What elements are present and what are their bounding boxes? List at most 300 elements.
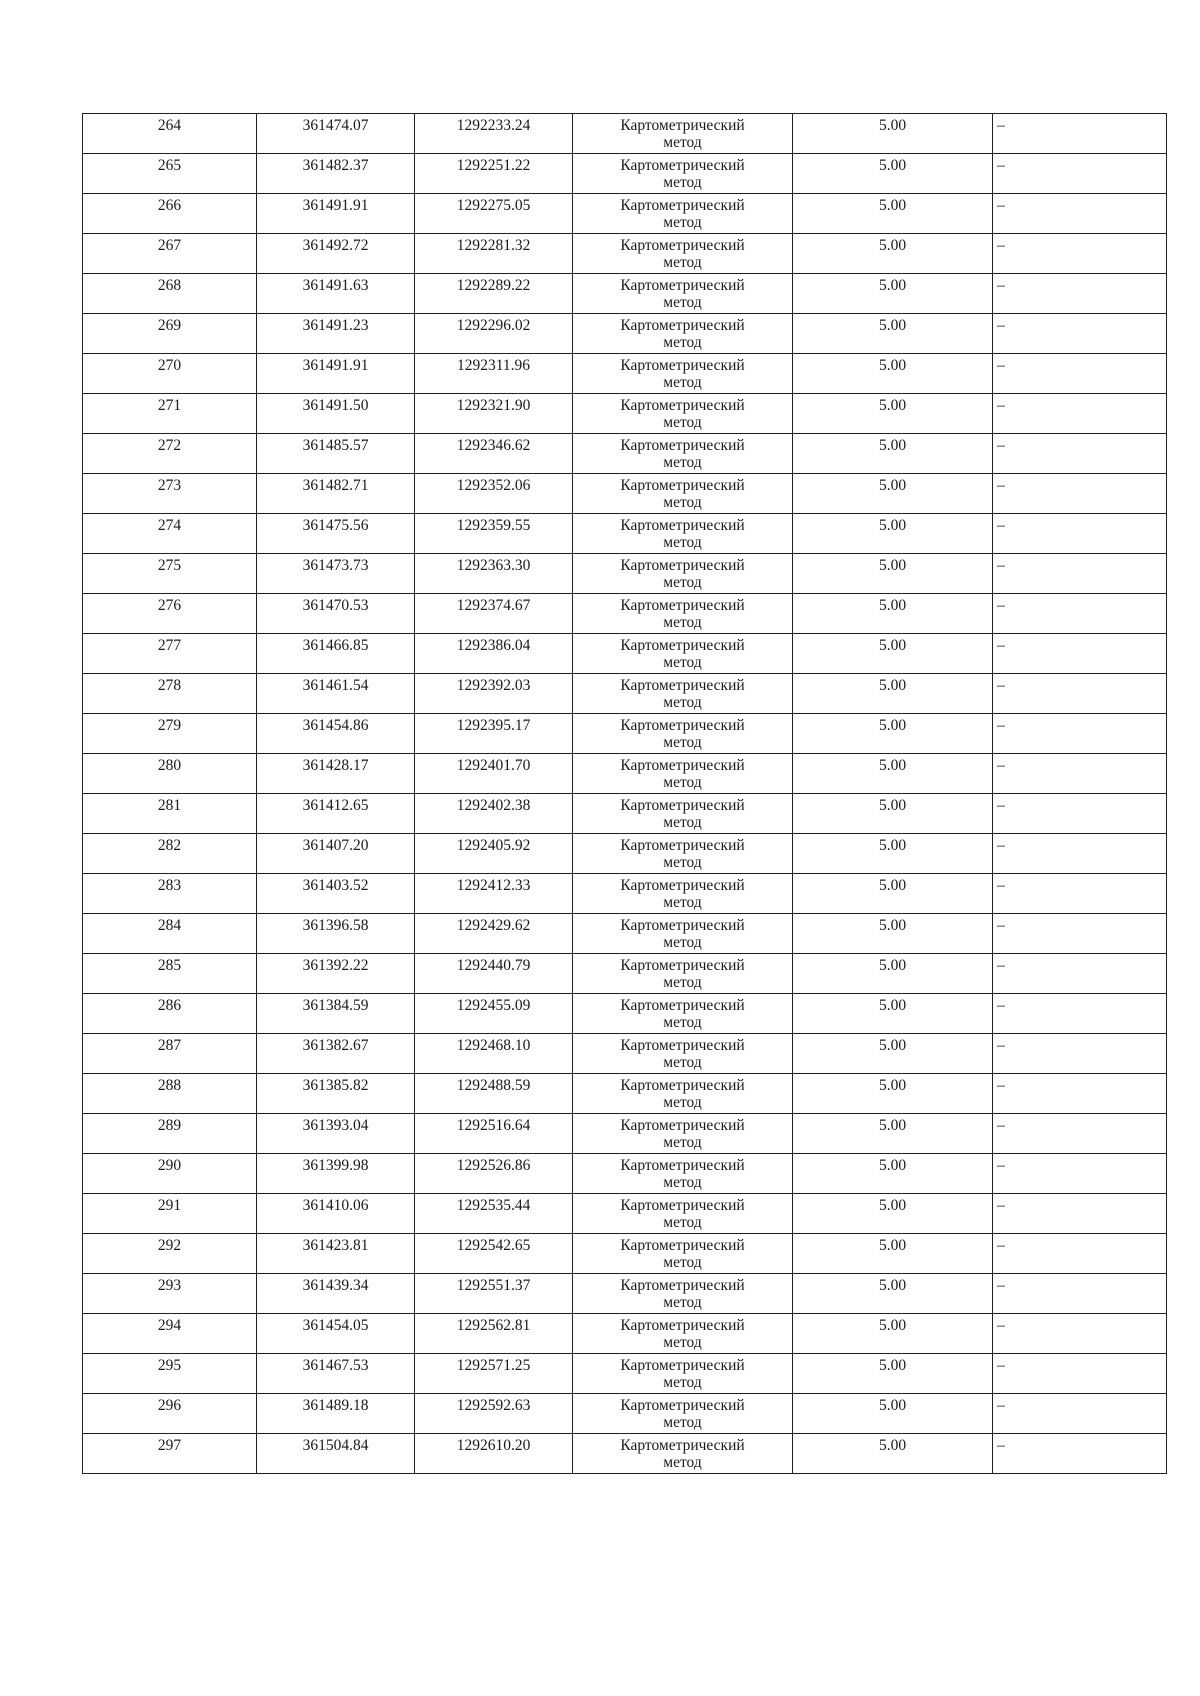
description-cell: – bbox=[993, 1194, 1167, 1234]
table-row bbox=[83, 234, 1167, 274]
description-cell: – bbox=[993, 154, 1167, 194]
method-line: метод bbox=[663, 174, 702, 191]
point-number-cell: 285 bbox=[83, 954, 257, 994]
method-line: Картометрический bbox=[620, 757, 745, 774]
point-number-cell: 265 bbox=[83, 154, 257, 194]
description-cell: – bbox=[993, 234, 1167, 274]
point-number-cell: 269 bbox=[83, 314, 257, 354]
description-cell: – bbox=[993, 1154, 1167, 1194]
coordinate-y-cell: 1292610.20 bbox=[415, 1434, 573, 1474]
accuracy-cell: 5.00 bbox=[793, 514, 993, 554]
coordinate-y-cell: 1292395.17 bbox=[415, 714, 573, 754]
description-cell: – bbox=[993, 114, 1167, 154]
coordinate-x-cell: 361492.72 bbox=[257, 234, 415, 274]
accuracy-cell: 5.00 bbox=[793, 1114, 993, 1154]
coordinate-x-cell: 361470.53 bbox=[257, 594, 415, 634]
point-number-cell: 271 bbox=[83, 394, 257, 434]
description-cell: – bbox=[993, 714, 1167, 754]
table-row bbox=[83, 954, 1167, 994]
description-cell: – bbox=[993, 434, 1167, 474]
table-row bbox=[83, 1314, 1167, 1354]
coordinate-y-cell: 1292321.90 bbox=[415, 394, 573, 434]
accuracy-cell: 5.00 bbox=[793, 914, 993, 954]
accuracy-cell: 5.00 bbox=[793, 1314, 993, 1354]
point-number-cell: 294 bbox=[83, 1314, 257, 1354]
coordinate-y-cell: 1292535.44 bbox=[415, 1194, 573, 1234]
point-number-cell: 280 bbox=[83, 754, 257, 794]
coordinate-x-cell: 361482.71 bbox=[257, 474, 415, 514]
accuracy-cell: 5.00 bbox=[793, 194, 993, 234]
description-cell: – bbox=[993, 194, 1167, 234]
coordinate-y-cell: 1292592.63 bbox=[415, 1394, 573, 1434]
coordinate-y-cell: 1292571.25 bbox=[415, 1354, 573, 1394]
coordinate-x-cell: 361399.98 bbox=[257, 1154, 415, 1194]
coordinate-y-cell: 1292289.22 bbox=[415, 274, 573, 314]
table-row bbox=[83, 1194, 1167, 1234]
coordinate-x-cell: 361428.17 bbox=[257, 754, 415, 794]
accuracy-cell: 5.00 bbox=[793, 1194, 993, 1234]
method-cell bbox=[573, 954, 793, 994]
method-line: Картометрический bbox=[620, 637, 745, 654]
point-number-cell: 266 bbox=[83, 194, 257, 234]
accuracy-cell: 5.00 bbox=[793, 1074, 993, 1114]
method-line: метод bbox=[663, 974, 702, 991]
description-cell: – bbox=[993, 1434, 1167, 1474]
table-row bbox=[83, 1034, 1167, 1074]
method-cell bbox=[573, 394, 793, 434]
method-line: Картометрический bbox=[620, 117, 745, 134]
coordinate-y-cell: 1292233.24 bbox=[415, 114, 573, 154]
point-number-cell: 295 bbox=[83, 1354, 257, 1394]
method-cell bbox=[573, 434, 793, 474]
table-row bbox=[83, 114, 1167, 154]
point-number-cell: 296 bbox=[83, 1394, 257, 1434]
accuracy-cell: 5.00 bbox=[793, 994, 993, 1034]
method-line: Картометрический bbox=[620, 877, 745, 894]
coordinates-table-body bbox=[83, 114, 1167, 1474]
accuracy-cell: 5.00 bbox=[793, 834, 993, 874]
method-cell bbox=[573, 674, 793, 714]
point-number-cell: 272 bbox=[83, 434, 257, 474]
coordinate-x-cell: 361392.22 bbox=[257, 954, 415, 994]
method-line: метод bbox=[663, 894, 702, 911]
table-row bbox=[83, 394, 1167, 434]
table-row bbox=[83, 1234, 1167, 1274]
method-line: Картометрический bbox=[620, 157, 745, 174]
method-cell bbox=[573, 1354, 793, 1394]
accuracy-cell: 5.00 bbox=[793, 594, 993, 634]
method-line: метод bbox=[663, 1054, 702, 1071]
description-cell: – bbox=[993, 514, 1167, 554]
method-line: Картометрический bbox=[620, 677, 745, 694]
method-line: метод bbox=[663, 494, 702, 511]
method-cell bbox=[573, 794, 793, 834]
description-cell: – bbox=[993, 794, 1167, 834]
method-line: метод bbox=[663, 1414, 702, 1431]
method-line: метод bbox=[663, 374, 702, 391]
table-row bbox=[83, 874, 1167, 914]
accuracy-cell: 5.00 bbox=[793, 354, 993, 394]
method-line: Картометрический bbox=[620, 1437, 745, 1454]
method-line: метод bbox=[663, 1014, 702, 1031]
method-cell bbox=[573, 714, 793, 754]
description-cell: – bbox=[993, 394, 1167, 434]
description-cell: – bbox=[993, 1234, 1167, 1274]
point-number-cell: 268 bbox=[83, 274, 257, 314]
coordinate-y-cell: 1292363.30 bbox=[415, 554, 573, 594]
accuracy-cell: 5.00 bbox=[793, 674, 993, 714]
method-line: метод bbox=[663, 1254, 702, 1271]
description-cell: – bbox=[993, 474, 1167, 514]
point-number-cell: 287 bbox=[83, 1034, 257, 1074]
coordinate-x-cell: 361461.54 bbox=[257, 674, 415, 714]
accuracy-cell: 5.00 bbox=[793, 1274, 993, 1314]
table-row bbox=[83, 154, 1167, 194]
method-line: метод bbox=[663, 934, 702, 951]
description-cell: – bbox=[993, 874, 1167, 914]
method-line: метод bbox=[663, 254, 702, 271]
method-line: Картометрический bbox=[620, 1317, 745, 1334]
accuracy-cell: 5.00 bbox=[793, 1434, 993, 1474]
table-row bbox=[83, 794, 1167, 834]
description-cell: – bbox=[993, 554, 1167, 594]
method-cell bbox=[573, 1434, 793, 1474]
coordinate-y-cell: 1292526.86 bbox=[415, 1154, 573, 1194]
accuracy-cell: 5.00 bbox=[793, 234, 993, 274]
method-line: Картометрический bbox=[620, 357, 745, 374]
method-line: Картометрический bbox=[620, 837, 745, 854]
coordinate-y-cell: 1292516.64 bbox=[415, 1114, 573, 1154]
method-cell bbox=[573, 354, 793, 394]
method-line: Картометрический bbox=[620, 1277, 745, 1294]
description-cell: – bbox=[993, 754, 1167, 794]
point-number-cell: 276 bbox=[83, 594, 257, 634]
method-line: Картометрический bbox=[620, 477, 745, 494]
method-line: метод bbox=[663, 454, 702, 471]
coordinate-y-cell: 1292455.09 bbox=[415, 994, 573, 1034]
description-cell: – bbox=[993, 1314, 1167, 1354]
method-line: метод bbox=[663, 534, 702, 551]
coordinate-x-cell: 361410.06 bbox=[257, 1194, 415, 1234]
description-cell: – bbox=[993, 634, 1167, 674]
method-line: Картометрический bbox=[620, 277, 745, 294]
accuracy-cell: 5.00 bbox=[793, 954, 993, 994]
coordinate-x-cell: 361423.81 bbox=[257, 1234, 415, 1274]
method-line: метод bbox=[663, 814, 702, 831]
point-number-cell: 270 bbox=[83, 354, 257, 394]
method-cell bbox=[573, 154, 793, 194]
coordinate-y-cell: 1292311.96 bbox=[415, 354, 573, 394]
coordinate-x-cell: 361385.82 bbox=[257, 1074, 415, 1114]
method-line: Картометрический bbox=[620, 1117, 745, 1134]
coordinate-x-cell: 361466.85 bbox=[257, 634, 415, 674]
coordinate-y-cell: 1292374.67 bbox=[415, 594, 573, 634]
method-line: Картометрический bbox=[620, 1197, 745, 1214]
coordinate-y-cell: 1292562.81 bbox=[415, 1314, 573, 1354]
description-cell: – bbox=[993, 1274, 1167, 1314]
accuracy-cell: 5.00 bbox=[793, 634, 993, 674]
method-cell bbox=[573, 1074, 793, 1114]
accuracy-cell: 5.00 bbox=[793, 274, 993, 314]
coordinate-x-cell: 361396.58 bbox=[257, 914, 415, 954]
coordinate-x-cell: 361454.86 bbox=[257, 714, 415, 754]
accuracy-cell: 5.00 bbox=[793, 474, 993, 514]
accuracy-cell: 5.00 bbox=[793, 1234, 993, 1274]
table-row bbox=[83, 554, 1167, 594]
method-cell bbox=[573, 554, 793, 594]
method-cell bbox=[573, 1394, 793, 1434]
point-number-cell: 289 bbox=[83, 1114, 257, 1154]
coordinate-x-cell: 361393.04 bbox=[257, 1114, 415, 1154]
coordinate-x-cell: 361491.50 bbox=[257, 394, 415, 434]
point-number-cell: 290 bbox=[83, 1154, 257, 1194]
point-number-cell: 284 bbox=[83, 914, 257, 954]
method-line: Картометрический bbox=[620, 717, 745, 734]
table-row bbox=[83, 474, 1167, 514]
description-cell: – bbox=[993, 914, 1167, 954]
point-number-cell: 297 bbox=[83, 1434, 257, 1474]
description-cell: – bbox=[993, 354, 1167, 394]
method-line: метод bbox=[663, 574, 702, 591]
coordinate-y-cell: 1292275.05 bbox=[415, 194, 573, 234]
method-line: метод bbox=[663, 1214, 702, 1231]
coordinate-x-cell: 361475.56 bbox=[257, 514, 415, 554]
coordinate-x-cell: 361473.73 bbox=[257, 554, 415, 594]
coordinate-y-cell: 1292352.06 bbox=[415, 474, 573, 514]
accuracy-cell: 5.00 bbox=[793, 554, 993, 594]
point-number-cell: 274 bbox=[83, 514, 257, 554]
point-number-cell: 283 bbox=[83, 874, 257, 914]
description-cell: – bbox=[993, 1354, 1167, 1394]
point-number-cell: 292 bbox=[83, 1234, 257, 1274]
method-line: метод bbox=[663, 694, 702, 711]
method-line: метод bbox=[663, 1374, 702, 1391]
coordinate-y-cell: 1292468.10 bbox=[415, 1034, 573, 1074]
point-number-cell: 273 bbox=[83, 474, 257, 514]
method-cell bbox=[573, 994, 793, 1034]
table-row bbox=[83, 594, 1167, 634]
method-cell bbox=[573, 634, 793, 674]
method-line: метод bbox=[663, 854, 702, 871]
method-cell bbox=[573, 1274, 793, 1314]
accuracy-cell: 5.00 bbox=[793, 1154, 993, 1194]
method-cell bbox=[573, 114, 793, 154]
point-number-cell: 281 bbox=[83, 794, 257, 834]
method-cell bbox=[573, 274, 793, 314]
method-line: Картометрический bbox=[620, 997, 745, 1014]
table-row bbox=[83, 674, 1167, 714]
coordinate-y-cell: 1292401.70 bbox=[415, 754, 573, 794]
coordinate-x-cell: 361382.67 bbox=[257, 1034, 415, 1074]
method-line: метод bbox=[663, 414, 702, 431]
accuracy-cell: 5.00 bbox=[793, 874, 993, 914]
table-row bbox=[83, 1274, 1167, 1314]
coordinate-y-cell: 1292386.04 bbox=[415, 634, 573, 674]
coordinate-x-cell: 361491.63 bbox=[257, 274, 415, 314]
method-line: метод bbox=[663, 1174, 702, 1191]
table-row bbox=[83, 354, 1167, 394]
method-line: метод bbox=[663, 1454, 702, 1471]
coordinate-x-cell: 361489.18 bbox=[257, 1394, 415, 1434]
method-line: метод bbox=[663, 734, 702, 751]
method-line: метод bbox=[663, 294, 702, 311]
coordinate-y-cell: 1292251.22 bbox=[415, 154, 573, 194]
accuracy-cell: 5.00 bbox=[793, 154, 993, 194]
table-row bbox=[83, 994, 1167, 1034]
accuracy-cell: 5.00 bbox=[793, 394, 993, 434]
method-cell bbox=[573, 594, 793, 634]
accuracy-cell: 5.00 bbox=[793, 314, 993, 354]
method-cell bbox=[573, 1154, 793, 1194]
coordinate-y-cell: 1292359.55 bbox=[415, 514, 573, 554]
description-cell: – bbox=[993, 314, 1167, 354]
method-cell bbox=[573, 914, 793, 954]
table-row bbox=[83, 1434, 1167, 1474]
method-line: Картометрический bbox=[620, 237, 745, 254]
table-row bbox=[83, 314, 1167, 354]
table-row bbox=[83, 1154, 1167, 1194]
accuracy-cell: 5.00 bbox=[793, 1034, 993, 1074]
method-cell bbox=[573, 1314, 793, 1354]
coordinate-x-cell: 361407.20 bbox=[257, 834, 415, 874]
method-line: метод bbox=[663, 1134, 702, 1151]
coordinate-y-cell: 1292402.38 bbox=[415, 794, 573, 834]
method-line: метод bbox=[663, 1094, 702, 1111]
point-number-cell: 275 bbox=[83, 554, 257, 594]
coordinate-x-cell: 361403.52 bbox=[257, 874, 415, 914]
accuracy-cell: 5.00 bbox=[793, 794, 993, 834]
coordinate-x-cell: 361485.57 bbox=[257, 434, 415, 474]
method-line: Картометрический bbox=[620, 317, 745, 334]
method-cell bbox=[573, 234, 793, 274]
coordinate-y-cell: 1292281.32 bbox=[415, 234, 573, 274]
method-cell bbox=[573, 1194, 793, 1234]
coordinate-x-cell: 361384.59 bbox=[257, 994, 415, 1034]
table-row bbox=[83, 714, 1167, 754]
coordinate-x-cell: 361467.53 bbox=[257, 1354, 415, 1394]
table-row bbox=[83, 1354, 1167, 1394]
point-number-cell: 286 bbox=[83, 994, 257, 1034]
coordinate-y-cell: 1292488.59 bbox=[415, 1074, 573, 1114]
method-line: Картометрический bbox=[620, 517, 745, 534]
method-cell bbox=[573, 1234, 793, 1274]
description-cell: – bbox=[993, 994, 1167, 1034]
table-row bbox=[83, 634, 1167, 674]
method-line: Картометрический bbox=[620, 1157, 745, 1174]
coordinate-y-cell: 1292542.65 bbox=[415, 1234, 573, 1274]
accuracy-cell: 5.00 bbox=[793, 1354, 993, 1394]
point-number-cell: 288 bbox=[83, 1074, 257, 1114]
table-row bbox=[83, 754, 1167, 794]
coordinate-y-cell: 1292296.02 bbox=[415, 314, 573, 354]
coordinate-x-cell: 361474.07 bbox=[257, 114, 415, 154]
description-cell: – bbox=[993, 594, 1167, 634]
method-line: Картометрический bbox=[620, 437, 745, 454]
coordinate-x-cell: 361439.34 bbox=[257, 1274, 415, 1314]
method-line: Картометрический bbox=[620, 1037, 745, 1054]
point-number-cell: 264 bbox=[83, 114, 257, 154]
table-row bbox=[83, 1114, 1167, 1154]
description-cell: – bbox=[993, 954, 1167, 994]
method-line: метод bbox=[663, 134, 702, 151]
method-line: Картометрический bbox=[620, 1397, 745, 1414]
coordinate-x-cell: 361504.84 bbox=[257, 1434, 415, 1474]
point-number-cell: 279 bbox=[83, 714, 257, 754]
coordinate-y-cell: 1292440.79 bbox=[415, 954, 573, 994]
table-row bbox=[83, 1394, 1167, 1434]
point-number-cell: 282 bbox=[83, 834, 257, 874]
coordinate-x-cell: 361491.23 bbox=[257, 314, 415, 354]
coordinate-y-cell: 1292346.62 bbox=[415, 434, 573, 474]
coordinate-y-cell: 1292405.92 bbox=[415, 834, 573, 874]
method-cell bbox=[573, 194, 793, 234]
table-row bbox=[83, 914, 1167, 954]
method-line: Картометрический bbox=[620, 797, 745, 814]
method-cell bbox=[573, 1114, 793, 1154]
point-number-cell: 278 bbox=[83, 674, 257, 714]
method-line: Картометрический bbox=[620, 957, 745, 974]
description-cell: – bbox=[993, 834, 1167, 874]
method-line: Картометрический bbox=[620, 1077, 745, 1094]
method-line: метод bbox=[663, 774, 702, 791]
description-cell: – bbox=[993, 1114, 1167, 1154]
method-line: Картометрический bbox=[620, 557, 745, 574]
point-number-cell: 277 bbox=[83, 634, 257, 674]
description-cell: – bbox=[993, 674, 1167, 714]
coordinate-y-cell: 1292551.37 bbox=[415, 1274, 573, 1314]
description-cell: – bbox=[993, 1034, 1167, 1074]
method-line: метод bbox=[663, 614, 702, 631]
method-line: Картометрический bbox=[620, 1237, 745, 1254]
method-cell bbox=[573, 314, 793, 354]
coordinate-x-cell: 361412.65 bbox=[257, 794, 415, 834]
point-number-cell: 267 bbox=[83, 234, 257, 274]
table-row bbox=[83, 834, 1167, 874]
table-row bbox=[83, 514, 1167, 554]
point-number-cell: 291 bbox=[83, 1194, 257, 1234]
accuracy-cell: 5.00 bbox=[793, 1394, 993, 1434]
coordinate-y-cell: 1292392.03 bbox=[415, 674, 573, 714]
method-line: Картометрический bbox=[620, 197, 745, 214]
method-cell bbox=[573, 514, 793, 554]
method-line: метод bbox=[663, 334, 702, 351]
coordinates-table bbox=[82, 113, 1167, 1474]
point-number-cell: 293 bbox=[83, 1274, 257, 1314]
method-line: Картометрический bbox=[620, 397, 745, 414]
accuracy-cell: 5.00 bbox=[793, 754, 993, 794]
method-cell bbox=[573, 874, 793, 914]
table-row bbox=[83, 194, 1167, 234]
coordinate-x-cell: 361454.05 bbox=[257, 1314, 415, 1354]
description-cell: – bbox=[993, 1074, 1167, 1114]
coordinate-x-cell: 361491.91 bbox=[257, 194, 415, 234]
method-cell bbox=[573, 754, 793, 794]
table-row bbox=[83, 1074, 1167, 1114]
method-line: Картометрический bbox=[620, 1357, 745, 1374]
method-line: метод bbox=[663, 214, 702, 231]
method-line: метод bbox=[663, 654, 702, 671]
method-cell bbox=[573, 474, 793, 514]
method-line: Картометрический bbox=[620, 917, 745, 934]
coordinate-x-cell: 361482.37 bbox=[257, 154, 415, 194]
method-line: метод bbox=[663, 1294, 702, 1311]
method-line: метод bbox=[663, 1334, 702, 1351]
method-line: Картометрический bbox=[620, 597, 745, 614]
accuracy-cell: 5.00 bbox=[793, 714, 993, 754]
description-cell: – bbox=[993, 274, 1167, 314]
coordinate-y-cell: 1292429.62 bbox=[415, 914, 573, 954]
coordinate-x-cell: 361491.91 bbox=[257, 354, 415, 394]
